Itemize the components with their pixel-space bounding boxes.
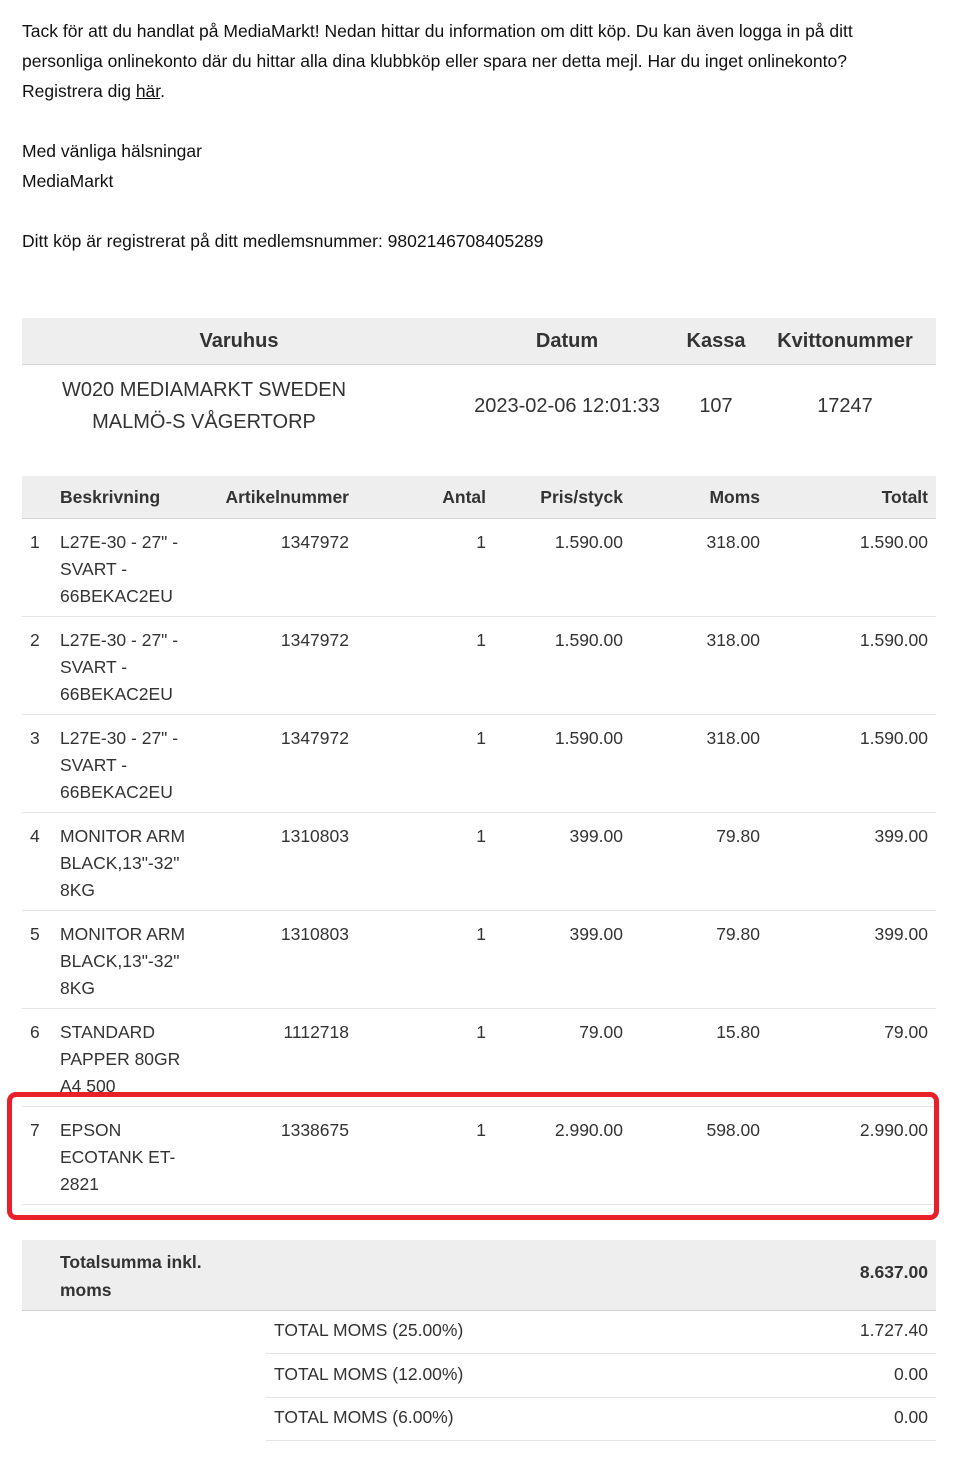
unit-price: 399.00: [494, 911, 631, 1009]
quantity: 1: [357, 813, 494, 911]
grand-total-value: 8.637.00: [859, 1262, 928, 1282]
intro-text: [22, 16, 922, 256]
receipt-number: 17247: [817, 395, 873, 417]
grand-total-row: [22, 1240, 936, 1311]
intro-paragraph: [22, 16, 922, 106]
item-description: EPSON ECOTANK ET-2821: [52, 1107, 212, 1205]
unit-price: 2.990.00: [494, 1107, 631, 1205]
vat-summary-value: 1.727.40: [859, 1320, 928, 1340]
date-header: Datum: [456, 318, 678, 365]
quantity: 1: [357, 715, 494, 813]
table-row: [22, 911, 936, 1009]
row-number: 1: [22, 519, 52, 617]
vat-amount: 79.80: [631, 911, 768, 1009]
quantity: 1: [357, 617, 494, 715]
item-description: L27E-30 - 27" - SVART - 66BEKAC2EU: [52, 715, 212, 813]
row-number: 2: [22, 617, 52, 715]
item-description: MONITOR ARM BLACK,13"-32" 8KG: [52, 813, 212, 911]
register-number: 107: [699, 395, 733, 417]
vat-summary-label: TOTAL MOMS (25.00%): [274, 1320, 464, 1340]
unit-price-header: Pris/styck: [494, 476, 631, 519]
vat-summary-row: [266, 1354, 936, 1398]
unit-price: 1.590.00: [494, 519, 631, 617]
quantity: 1: [357, 911, 494, 1009]
article-number-header: Artikelnummer: [212, 476, 357, 519]
article-number: 1112718: [212, 1009, 357, 1107]
row-number: 4: [22, 813, 52, 911]
unit-price: 1.590.00: [494, 715, 631, 813]
row-number: 7: [22, 1107, 52, 1205]
quantity: 1: [357, 519, 494, 617]
line-total: 1.590.00: [768, 617, 936, 715]
article-number: 1347972: [212, 617, 357, 715]
member-number-text: Ditt köp är registrerat på ditt medlemsnummer: 9802146708405289: [22, 231, 544, 251]
description-header: Beskrivning: [52, 476, 212, 519]
item-description: MONITOR ARM BLACK,13"-32" 8KG: [52, 911, 212, 1009]
item-description: L27E-30 - 27" - SVART - 66BEKAC2EU: [52, 519, 212, 617]
store-header: Varuhus: [22, 318, 456, 365]
line-total: 399.00: [768, 911, 936, 1009]
quantity: 1: [357, 1009, 494, 1107]
store-info-table: [22, 318, 936, 447]
quantity-header: Antal: [357, 476, 494, 519]
table-row: [22, 813, 936, 911]
unit-price: 79.00: [494, 1009, 631, 1107]
line-total: 399.00: [768, 813, 936, 911]
row-number-header: [22, 476, 52, 519]
item-description: STANDARD PAPPER 80GR A4 500: [52, 1009, 212, 1107]
line-total: 1.590.00: [768, 715, 936, 813]
vat-summary-row: [266, 1397, 936, 1441]
vat-summary-label: TOTAL MOMS (12.00%): [274, 1364, 464, 1384]
vat-amount: 318.00: [631, 617, 768, 715]
register-header: Kassa: [678, 318, 754, 365]
vat-amount: 15.80: [631, 1009, 768, 1107]
table-row: [22, 519, 936, 617]
vat-header: Moms: [631, 476, 768, 519]
store-name: W020 MEDIAMARKT SWEDEN MALMÖ-S VÅGERTORP: [61, 379, 347, 433]
table-row: [22, 617, 936, 715]
vat-amount: 318.00: [631, 715, 768, 813]
unit-price: 1.590.00: [494, 617, 631, 715]
highlight-box: [7, 1092, 939, 1220]
vat-amount: 79.80: [631, 813, 768, 911]
unit-price: 399.00: [494, 813, 631, 911]
grand-total-label: Totalsumma inkl. moms: [60, 1252, 202, 1300]
vat-summary-value: 0.00: [893, 1364, 928, 1384]
vat-amount: 598.00: [631, 1107, 768, 1205]
row-number: 5: [22, 911, 52, 1009]
vat-amount: 318.00: [631, 519, 768, 617]
article-number: 1310803: [212, 813, 357, 911]
row-number: 3: [22, 715, 52, 813]
register-link[interactable]: här: [135, 81, 161, 101]
table-row: [22, 715, 936, 813]
total-header: Totalt: [768, 476, 936, 519]
article-number: 1338675: [212, 1107, 357, 1205]
quantity: 1: [357, 1107, 494, 1205]
line-total: 79.00: [768, 1009, 936, 1107]
line-total: 1.590.00: [768, 519, 936, 617]
line-total: 2.990.00: [768, 1107, 936, 1205]
receipt-number-header: Kvittonummer: [754, 318, 936, 365]
article-number: 1347972: [212, 715, 357, 813]
row-number: 6: [22, 1009, 52, 1107]
greeting: Med vänliga hälsningar: [22, 141, 202, 161]
article-number: 1347972: [212, 519, 357, 617]
item-description: L27E-30 - 27" - SVART - 66BEKAC2EU: [52, 617, 212, 715]
vat-summary-label: TOTAL MOMS (6.00%): [274, 1407, 454, 1427]
vat-summary-value: 0.00: [893, 1407, 928, 1427]
purchase-date: 2023-02-06 12:01:33: [474, 395, 660, 417]
intro-paragraph-text: Tack för att du handlat på MediaMarkt! Nedan hittar du information om ditt köp. Du kan även logga in på ditt personliga onlinekonto där du hittar alla dina klubbköp eller spara ner detta mejl. Har du inget onlinekonto? Registrera dig: [22, 21, 853, 101]
sender-name: MediaMarkt: [22, 171, 114, 191]
article-number: 1310803: [212, 911, 357, 1009]
intro-paragraph-end: .: [160, 81, 166, 101]
vat-summary-row: [266, 1310, 936, 1354]
